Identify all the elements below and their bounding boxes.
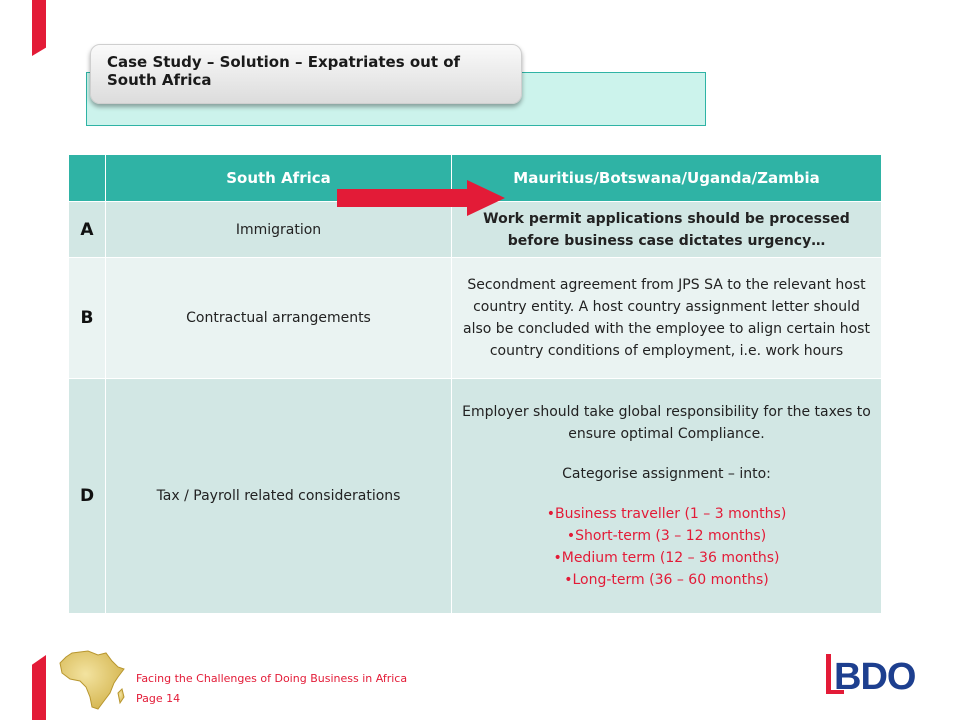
row-letter: A [69, 202, 106, 258]
row-letter: D [69, 379, 106, 614]
row-label: Tax / Payroll related considerations [106, 379, 452, 614]
row-letter: B [69, 258, 106, 379]
comparison-table [68, 154, 882, 614]
red-arrow-icon [337, 178, 509, 218]
header-host-countries: Mauritius/Botswana/Uganda/Zambia [452, 155, 882, 202]
row-detail: Secondment agreement from JPS SA to the relevant host country entity. A host country assignment letter should also be concluded with the employee to align certain host country conditions of employment, i.e. work hours [452, 258, 882, 379]
red-accent-bar-top [32, 0, 46, 56]
assignment-categories-list [458, 503, 875, 591]
detail-intro: Employer should take global responsibility for the taxes to ensure optimal Compliance. [462, 404, 871, 442]
list-item: •Business traveller (1 – 3 months) [546, 506, 787, 522]
header-corner-cell [69, 155, 106, 202]
footer-page-number: Page 14 [136, 692, 181, 705]
footer-title: Facing the Challenges of Doing Business in Africa [136, 672, 408, 685]
footer [136, 669, 407, 709]
row-label: Contractual arrangements [106, 258, 452, 379]
africa-map-icon [58, 649, 128, 711]
red-accent-bar-bottom [32, 655, 46, 720]
table-row [69, 379, 882, 614]
page-title: Case Study – Solution – Expatriates out of South Africa [107, 53, 461, 89]
list-item: •Long-term (36 – 60 months) [564, 572, 769, 588]
detail-subheading: Categorise assignment – into: [562, 466, 771, 482]
list-item: •Medium term (12 – 36 months) [553, 550, 780, 566]
table-row [69, 258, 882, 379]
row-label: Immigration [106, 202, 452, 258]
header-south-africa: South Africa [106, 155, 452, 202]
list-item: •Short-term (3 – 12 months) [566, 528, 767, 544]
bdo-logo [826, 652, 932, 698]
row-detail [452, 379, 882, 614]
row-detail: Work permit applications should be processed before business case dictates urgency… [452, 202, 882, 258]
title-pill [90, 44, 522, 104]
bdo-logo-text: BDO [834, 656, 916, 698]
